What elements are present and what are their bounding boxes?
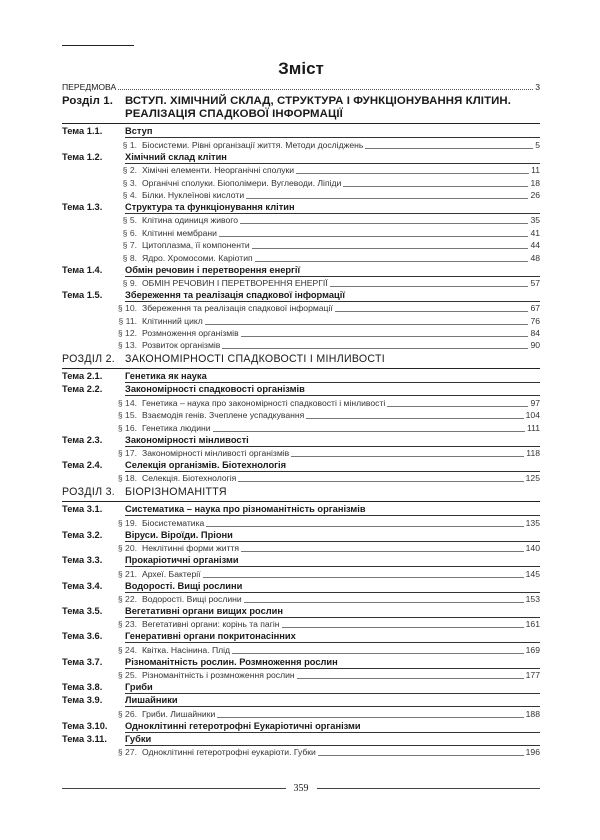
entry-text: Генетика людини [142, 422, 211, 433]
paragraph-number: § 5. [122, 215, 137, 226]
topic-number: Тема 3.1. [62, 504, 103, 515]
entry-page: 140 [525, 543, 540, 554]
topic-number: Тема 3.4. [62, 580, 103, 591]
paragraph-number: § 2. [122, 165, 137, 176]
toc-entry[interactable] [62, 214, 540, 226]
toc-entry[interactable] [62, 516, 540, 528]
paragraph-number: § 26. [117, 708, 137, 719]
paragraph-number: § 20. [117, 543, 137, 554]
paragraph-number: § 16. [117, 422, 137, 433]
topic-title: Обмін речовин і перетворення енергії [125, 264, 301, 275]
paragraph-number: § 27. [117, 746, 137, 757]
entry-label [111, 252, 253, 264]
toc-body [62, 93, 540, 758]
entry-page: 177 [525, 670, 540, 681]
topic-number: Тема 2.4. [62, 460, 103, 471]
section-heading[interactable] [62, 484, 540, 502]
topic-heading[interactable] [62, 434, 540, 447]
paragraph-number: § 13. [117, 340, 137, 351]
section-number: РОЗДІЛ 3. [62, 486, 116, 499]
topic-heading[interactable] [62, 201, 540, 214]
toc-entry[interactable] [62, 618, 540, 630]
paragraph-number: § 1. [122, 139, 137, 150]
entry-label [111, 644, 230, 656]
entry-label [111, 177, 341, 189]
topic-heading[interactable] [62, 733, 540, 746]
entry-page: 118 [526, 448, 540, 459]
entry-label [111, 669, 295, 681]
entry-label [111, 568, 201, 580]
topic-number: Тема 3.3. [62, 555, 103, 566]
entry-label [111, 164, 294, 176]
topic-heading[interactable] [62, 656, 540, 669]
paragraph-number: § 6. [122, 227, 137, 238]
topic-heading[interactable] [62, 554, 540, 567]
entry-page: 35 [530, 215, 540, 226]
toc-entry[interactable] [62, 567, 540, 579]
entry-label [111, 302, 333, 314]
dot-leader [244, 602, 524, 603]
topic-number: Тема 3.2. [62, 529, 103, 540]
topic-title: Генетика як наука [125, 371, 207, 382]
topic-title-cell [125, 733, 540, 746]
topic-title: Гриби [125, 682, 153, 693]
topic-heading[interactable] [62, 580, 540, 593]
paragraph-number: § 7. [122, 240, 137, 251]
topic-title-cell [125, 694, 540, 707]
entry-page: 44 [530, 240, 540, 251]
entry-page: 41 [530, 227, 540, 238]
section-number: Розділ 1. [62, 95, 113, 108]
paragraph-number: § 17. [117, 448, 137, 459]
toc-entry[interactable] [62, 707, 540, 719]
toc-entry[interactable] [62, 164, 540, 176]
footer-rule-right [317, 788, 541, 789]
dot-leader [335, 311, 529, 312]
toc-entry[interactable] [62, 314, 540, 326]
section-title: ВСТУП. ХІМІЧНИЙ СКЛАД, СТРУКТУРА І ФУНКЦІОНУВАННЯ КЛІТИН. РЕАЛІЗАЦІЯ СПАДКОВОЇ ІНФОРМАЦІЇ [125, 95, 512, 121]
dot-leader [232, 653, 524, 654]
topic-number: Тема 3.8. [62, 682, 103, 693]
paragraph-number: § 18. [117, 473, 137, 484]
topic-title: Генеративні органи покритонасінних [125, 631, 296, 642]
section-heading[interactable] [62, 93, 540, 124]
entry-label [111, 708, 215, 720]
entry-text: Хімічні елементи. Неорганічні сполуки [142, 165, 295, 176]
topic-title: Лишайники [125, 695, 178, 706]
topic-number: Тема 1.4. [62, 264, 103, 275]
topic-heading[interactable] [62, 529, 540, 542]
paragraph-number: § 24. [117, 644, 137, 655]
dot-leader [387, 406, 528, 407]
topic-title-cell [125, 529, 540, 542]
entry-label [111, 517, 204, 529]
topic-number: Тема 1.1. [62, 126, 103, 137]
topic-title-cell [125, 681, 540, 694]
topic-heading[interactable] [62, 264, 540, 277]
entry-label [111, 327, 239, 339]
toc-entry[interactable] [62, 176, 540, 188]
topic-number: Тема 2.1. [62, 371, 103, 382]
paragraph-number: § 12. [117, 328, 137, 339]
topic-title-cell [125, 554, 540, 567]
dot-leader [219, 236, 528, 237]
entry-text: Вегетативні органи: корінь та пагін [142, 619, 280, 630]
entry-label [111, 542, 239, 554]
topic-title-cell [125, 630, 540, 643]
entry-page: 111 [526, 422, 540, 433]
topic-title: Збереження та реалізація спадкової інформації [125, 289, 345, 300]
topic-title-cell [125, 720, 540, 733]
topic-number: Тема 2.3. [62, 434, 103, 445]
entry-label [111, 277, 328, 289]
paragraph-number: § 11. [118, 315, 137, 326]
entry-text: Органічні сполуки. Біополімери. Вуглеводи. Ліпіди [142, 177, 342, 188]
toc-entry[interactable] [62, 302, 540, 314]
entry-text: Збереження та реалізація спадкової інформації [142, 303, 333, 314]
topic-number: Тема 2.2. [62, 384, 103, 395]
entry-text: Білки. Нуклеїнові кислоти [142, 189, 245, 200]
dot-leader [365, 148, 533, 149]
topic-title: Систематика – наука про різноманітність організмів [125, 504, 366, 515]
dot-leader [217, 717, 523, 718]
dot-leader [238, 481, 523, 482]
entry-label [111, 746, 316, 758]
topic-title: Структура та функціонування клітин [125, 201, 295, 212]
toc-entry[interactable] [62, 669, 540, 681]
topic-heading[interactable] [62, 720, 540, 733]
dot-leader [306, 418, 523, 419]
entry-page: 153 [525, 593, 540, 604]
topic-title-cell [125, 264, 540, 277]
dot-leader [241, 336, 529, 337]
topic-title-cell [125, 503, 540, 516]
topic-heading[interactable] [62, 503, 540, 516]
topic-title-cell [125, 125, 540, 138]
topic-number: Тема 3.7. [62, 656, 103, 667]
dot-leader [203, 577, 524, 578]
entry-page: 48 [530, 252, 540, 263]
entry-text: Біосистеми. Рівні організації життя. Методи досліджень [142, 139, 364, 150]
dot-leader [240, 223, 528, 224]
toc-entry[interactable] [62, 396, 540, 408]
entry-page: 161 [525, 619, 540, 630]
entry-page: 84 [530, 328, 540, 339]
entry-page: 18 [530, 177, 540, 188]
entry-page: 5 [535, 139, 540, 150]
entry-label [111, 472, 236, 484]
toc-entry[interactable] [62, 239, 540, 251]
entry-label [111, 227, 217, 239]
section-number: РОЗДІЛ 2. [62, 353, 116, 366]
dot-leader [297, 678, 524, 679]
topic-number: Тема 1.5. [62, 289, 103, 300]
topic-title-cell [125, 383, 540, 396]
topic-heading[interactable] [62, 681, 540, 694]
entry-text: Селекція. Біотехнологія [142, 473, 237, 484]
topic-number: Тема 1.2. [62, 151, 103, 162]
toc-entry[interactable] [62, 327, 540, 339]
entry-text: ОБМІН РЕЧОВИН І ПЕРЕТВОРЕННЯ ЕНЕРГІЇ [142, 277, 328, 288]
topic-heading[interactable] [62, 289, 540, 302]
entry-text: Одноклітинні гетеротрофні еукаріоти. Губки [142, 746, 316, 757]
entry-label [111, 397, 385, 409]
section-heading[interactable] [62, 351, 540, 369]
paragraph-number: § 22. [117, 593, 137, 604]
topic-title-cell [125, 656, 540, 669]
dot-leader [343, 186, 528, 187]
dot-leader [291, 456, 524, 457]
topic-number: Тема 3.11. [62, 733, 107, 744]
entry-label [111, 214, 238, 226]
entry-text: Клітина одиниця живого [142, 215, 239, 226]
entry-label [111, 315, 203, 327]
entry-text: Ядро. Хромосоми. Каріотип [142, 252, 253, 263]
topic-title: Одноклітинні гетеротрофні Еукаріотичні організми [125, 720, 361, 731]
toc-entry[interactable] [62, 593, 540, 605]
topic-heading[interactable] [62, 125, 540, 138]
toc-entry[interactable] [62, 421, 540, 433]
toc-entry[interactable] [62, 277, 540, 289]
topic-title-cell [125, 580, 540, 593]
entry-text: Різноманітність і розмноження рослин [142, 670, 295, 681]
topic-heading[interactable] [62, 694, 540, 707]
topic-title: Прокаріотичні організми [125, 555, 239, 566]
paragraph-number: § 4. [122, 189, 137, 200]
entry-label [111, 239, 250, 251]
topic-title: Хімічний склад клітин [125, 151, 227, 162]
paragraph-number: § 8. [122, 252, 137, 263]
preface-label: ПЕРЕДМОВА [62, 82, 117, 93]
section-title: ЗАКОНОМІРНОСТІ СПАДКОВОСТІ І МІНЛИВОСТІ [125, 353, 386, 366]
entry-label [111, 593, 242, 605]
topic-title: Губки [125, 733, 152, 744]
footer-rule-left [62, 788, 286, 789]
preface-page: 3 [535, 82, 540, 93]
topic-title: Вступ [125, 126, 153, 137]
topic-heading[interactable] [62, 630, 540, 643]
entry-page: 90 [530, 340, 540, 351]
toc-entry[interactable] [62, 746, 540, 758]
toc-entry[interactable] [62, 138, 540, 150]
top-rule [62, 45, 134, 46]
topic-title-cell [125, 370, 540, 383]
entry-page: 169 [525, 644, 540, 655]
topic-number: Тема 3.10. [62, 720, 108, 731]
dot-leader [241, 551, 524, 552]
toc-entry[interactable] [62, 447, 540, 459]
topic-title: Закономірності мінливості [125, 434, 249, 445]
entry-label [111, 189, 244, 201]
topic-title: Вегетативні органи вищих рослин [125, 605, 283, 616]
dot-leader [118, 89, 533, 90]
topic-title: Селекція організмів. Біотехнологія [125, 460, 287, 471]
entry-page: 26 [530, 189, 540, 200]
paragraph-number: § 14. [117, 397, 137, 408]
toc-entry[interactable] [62, 643, 540, 655]
topic-heading[interactable] [62, 151, 540, 164]
dot-leader [205, 324, 529, 325]
paragraph-number: § 19. [117, 517, 137, 528]
topic-title: Водорості. Вищі рослини [125, 580, 243, 591]
topic-title-cell [125, 151, 540, 164]
entry-text: Закономірності мінливості організмів [142, 448, 290, 459]
entry-page: 97 [530, 397, 540, 408]
entry-page: 57 [530, 277, 540, 288]
entry-page: 76 [530, 315, 540, 326]
entry-text: Цитоплазма, її компоненти [142, 240, 250, 251]
topic-number: Тема 1.3. [62, 201, 103, 212]
entry-text: Розмноження організмів [142, 328, 239, 339]
dot-leader [318, 755, 524, 756]
topic-title: Різноманітність рослин. Розмноження рослин [125, 656, 338, 667]
page-number: 359 [293, 782, 309, 794]
entry-text: Неклітинні форми життя [142, 543, 240, 554]
topic-title-cell [125, 459, 540, 472]
paragraph-number: § 25. [117, 670, 137, 681]
entry-text: Гриби. Лишайники [142, 708, 216, 719]
topic-title: Закономірності спадковості організмів [125, 384, 305, 395]
paragraph-number: § 10. [117, 303, 137, 314]
entry-text: Генетика – наука про закономірності спадковості і мінливості [142, 397, 386, 408]
entry-text: Археї. Бактерії [142, 568, 201, 579]
dot-leader [255, 261, 529, 262]
entry-page: 145 [525, 568, 540, 579]
toc-entry[interactable] [62, 542, 540, 554]
toc-entry[interactable] [62, 409, 540, 421]
paragraph-number: § 15. [117, 410, 137, 421]
dot-leader [206, 526, 523, 527]
topic-title-cell [125, 605, 540, 618]
entry-text: Біосистематика [142, 517, 205, 528]
topic-title-cell [125, 201, 540, 214]
entry-label [111, 139, 363, 151]
entry-text: Водорості. Вищі рослини [142, 593, 242, 604]
entry-label [111, 618, 280, 630]
topic-title: Віруси. Віроїди. Пріони [125, 529, 233, 540]
dot-leader [246, 198, 528, 199]
entry-label [111, 339, 220, 351]
topic-heading[interactable] [62, 459, 540, 472]
dot-leader [222, 348, 528, 349]
topic-number: Тема 3.6. [62, 631, 103, 642]
paragraph-number: § 23. [117, 619, 137, 630]
preface-entry[interactable] [62, 81, 540, 93]
toc-entry[interactable] [62, 339, 540, 351]
dot-leader [282, 627, 524, 628]
entry-page: 104 [525, 410, 540, 421]
entry-label [111, 422, 211, 434]
entry-text: Взаємодія генів. Зчеплене успадкування [142, 410, 305, 421]
entry-page: 188 [525, 708, 540, 719]
entry-page: 196 [525, 746, 540, 757]
entry-text: Клітинний цикл [142, 315, 203, 326]
entry-label [111, 447, 289, 459]
topic-heading[interactable] [62, 605, 540, 618]
toc-entry[interactable] [62, 226, 540, 238]
paragraph-number: § 9. [122, 277, 137, 288]
entry-page: 67 [530, 303, 540, 314]
dot-leader [213, 431, 525, 432]
topic-heading[interactable] [62, 383, 540, 396]
topic-title-cell [125, 434, 540, 447]
paragraph-number: § 3. [122, 177, 137, 188]
entry-page: 125 [525, 473, 540, 484]
dot-leader [296, 173, 529, 174]
toc-entry[interactable] [62, 251, 540, 263]
topic-number: Тема 3.5. [62, 605, 103, 616]
entry-page: 135 [525, 517, 540, 528]
entry-text: Клітинні мембрани [142, 227, 217, 238]
dot-leader [330, 286, 529, 287]
table-of-contents [62, 58, 540, 758]
entry-text: Розвиток організмів [142, 340, 221, 351]
section-title: БІОРІЗНОМАНІТТЯ [125, 486, 227, 499]
toc-entry[interactable] [62, 472, 540, 484]
entry-text: Квітка. Насінина. Плід [142, 644, 231, 655]
topic-number: Тема 3.9. [62, 695, 103, 706]
page-title: Зміст [278, 59, 324, 78]
topic-heading[interactable] [62, 370, 540, 383]
topic-title-cell [125, 289, 540, 302]
dot-leader [252, 248, 529, 249]
entry-page: 11 [531, 165, 540, 176]
page-footer [62, 782, 540, 794]
entry-label [111, 409, 304, 421]
paragraph-number: § 21. [117, 568, 137, 579]
toc-entry[interactable] [62, 189, 540, 201]
